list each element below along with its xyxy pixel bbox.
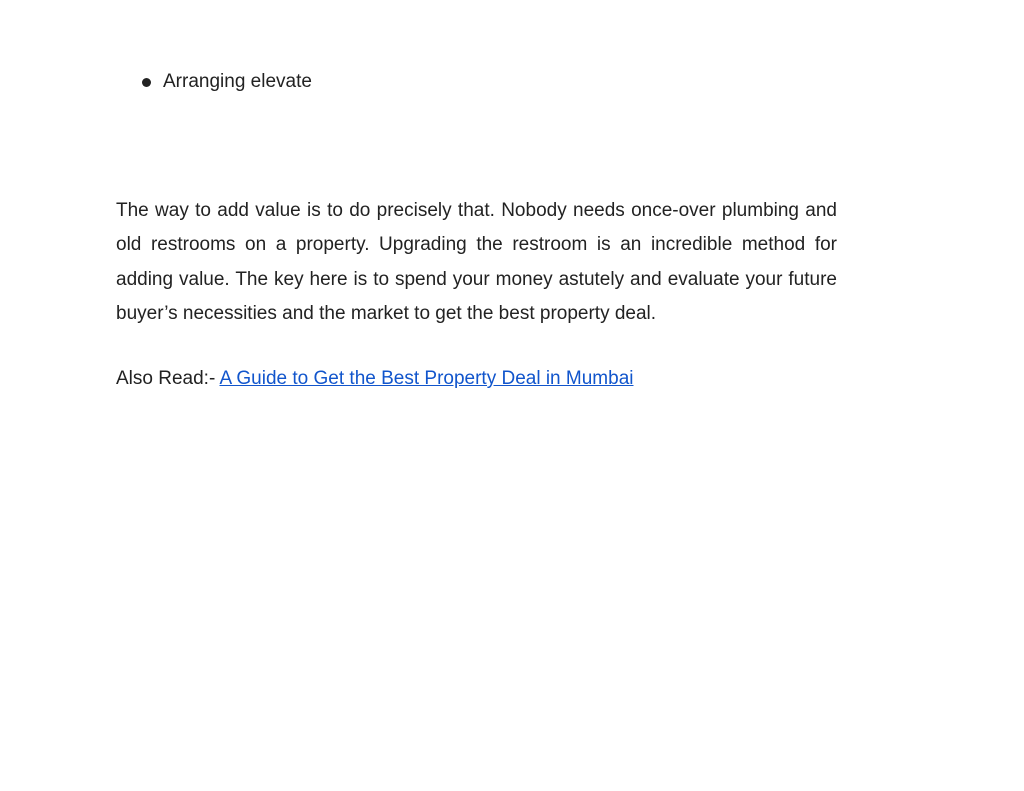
also-read-line xyxy=(116,362,633,396)
body-paragraph: The way to add value is to do precisely that. Nobody needs once-over plumbing and old restrooms on a property. Upgrading the restroom is an incredible method for adding value. The key here is to spend your money astutely and evaluate your future buyer’s necessities and the market to get the best property deal. xyxy=(116,200,837,324)
list-item-label: Arranging elevate xyxy=(163,71,312,92)
bullet-list xyxy=(140,68,312,96)
also-read-link[interactable]: A Guide to Get the Best Property Deal in Mumbai xyxy=(219,368,634,389)
bullet-icon xyxy=(142,78,151,87)
list-item xyxy=(140,68,312,96)
also-read-prefix: Also Read:- xyxy=(116,368,220,389)
